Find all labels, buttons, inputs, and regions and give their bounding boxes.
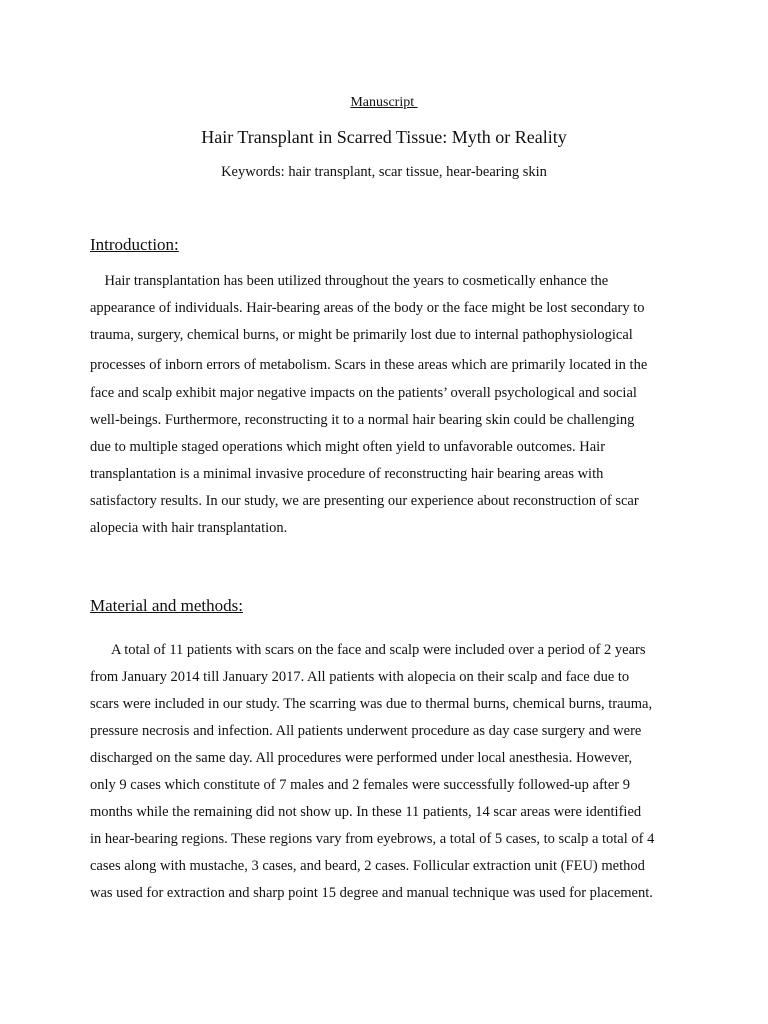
document-title: Hair Transplant in Scarred Tissue: Myth or Reality [201, 127, 567, 147]
introduction-paragraph [90, 268, 690, 542]
paragraph-line: scars were included in our study. The scarring was due to thermal burns, chemical burns, trauma, [90, 696, 653, 712]
methods-paragraph [90, 637, 690, 907]
keywords-line: Keywords: hair transplant, scar tissue, hear-bearing skin [221, 164, 547, 180]
paragraph-line: discharged on the same day. All procedures were performed under local anesthesia. However, [90, 750, 633, 766]
paragraph-line: trauma, surgery, chemical burns, or might be primarily lost due to internal pathophysiological [90, 327, 633, 343]
paragraph-line: A total of 11 patients with scars on the face and scalp were included over a period of 2 years [90, 642, 646, 658]
paragraph-line: well-beings. Furthermore, reconstructing it to a normal hair bearing skin could be challenging [90, 412, 635, 428]
paragraph-line: appearance of individuals. Hair-bearing areas of the body or the face might be lost secondary to [90, 300, 645, 316]
paragraph-line: months while the remaining did not show up. In these 11 patients, 14 scar areas were identified [90, 804, 642, 820]
paragraph-line: due to multiple staged operations which might often yield to unfavorable outcomes. Hair [90, 439, 606, 455]
paragraph-line: was used for extraction and sharp point 15 degree and manual technique was used for placement. [90, 885, 653, 901]
paragraph-line: face and scalp exhibit major negative impacts on the patients’ overall psychological and social [90, 385, 637, 401]
paragraph-line: cases along with mustache, 3 cases, and beard, 2 cases. Follicular extraction unit (FEU) method [90, 858, 645, 874]
paragraph-line: satisfactory results. In our study, we are presenting our experience about reconstruction of scar [90, 493, 639, 509]
paragraph-line: pressure necrosis and infection. All patients underwent procedure as day case surgery and were [90, 723, 642, 739]
paragraph-line: alopecia with hair transplantation. [90, 520, 288, 536]
paragraph-line: from January 2014 till January 2017. All patients with alopecia on their scalp and face due to [90, 669, 630, 685]
paragraph-line: in hear-bearing regions. These regions vary from eyebrows, a total of 5 cases, to scalp a total of 4 [90, 831, 655, 847]
paragraph-line: Hair transplantation has been utilized throughout the years to cosmetically enhance the [90, 273, 609, 289]
paragraph-line: only 9 cases which constitute of 7 males and 2 females were successfully followed-up after 9 [90, 777, 630, 793]
introduction-heading: Introduction: [90, 235, 179, 254]
paragraph-line: processes of inborn errors of metabolism. Scars in these areas which are primarily located in the [90, 357, 648, 373]
methods-heading: Material and methods: [90, 596, 243, 615]
paragraph-line: transplantation is a minimal invasive procedure of reconstructing hair bearing areas with [90, 466, 604, 482]
manuscript-label: Manuscript [350, 95, 418, 110]
